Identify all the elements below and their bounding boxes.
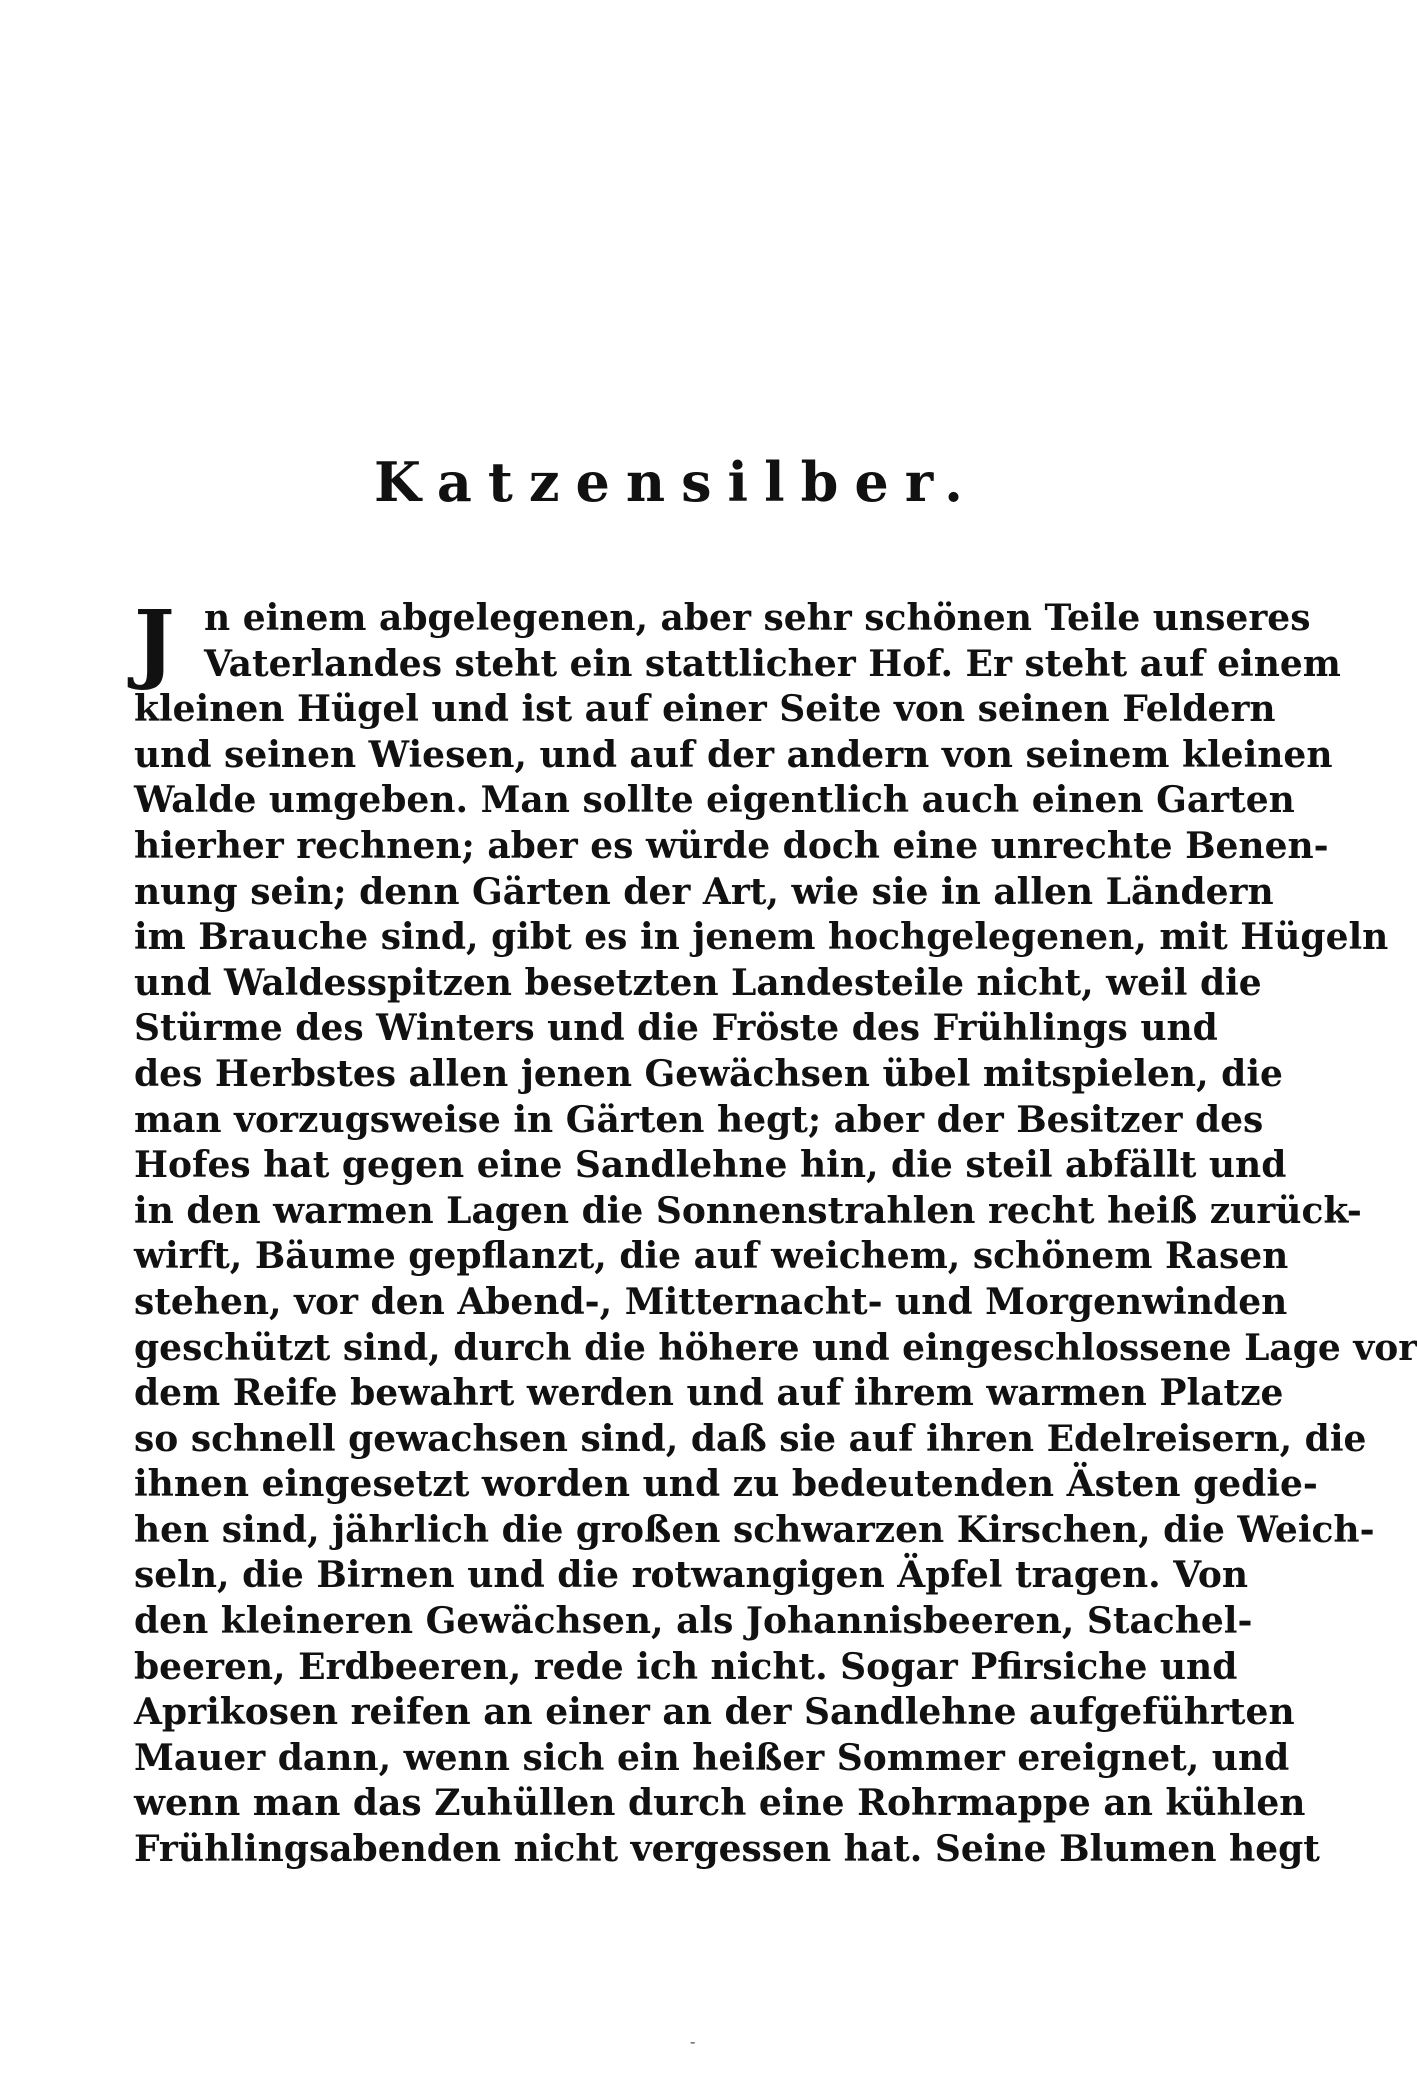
text-line-6: hierher rechnen; aber es würde doch eine unrechte Benen- <box>134 824 1329 867</box>
text-line-28: Frühlingsabenden nicht vergessen hat. Seine Blumen hegt <box>134 1828 1320 1871</box>
text-line-9: und Waldesspitzen besetzten Landesteile nicht, weil die <box>134 961 1262 1004</box>
drop-cap: J <box>134 592 175 693</box>
text-line-3: kleinen Hügel und ist auf einer Seite von seinen Feldern <box>134 688 1276 731</box>
text-line-5: Walde umgeben. Man sollte eigentlich auch einen Garten <box>134 779 1295 822</box>
text-line-13: Hofes hat gegen eine Sandlehne hin, die steil abfällt und <box>134 1144 1287 1187</box>
text-line-8: im Brauche sind, gibt es in jenem hochgelegenen, mit Hügeln <box>134 916 1389 959</box>
text-line-content: n einem abgelegenen, aber sehr schönen Teile unseres <box>204 597 1311 639</box>
body-text <box>134 592 1417 1873</box>
text-line-17: geschützt sind, durch die höhere und eingeschlossene Lage vor <box>134 1326 1417 1369</box>
text-line-22: seln, die Birnen und die rotwangigen Äpfel tragen. Von <box>134 1554 1249 1597</box>
text-line-26: Mauer dann, wenn sich ein heißer Sommer ereignet, und <box>134 1736 1290 1779</box>
text-line-7: nung sein; denn Gärten der Art, wie sie in allen Ländern <box>134 870 1274 913</box>
text-line-2 <box>134 642 1341 688</box>
text-line-19: so schnell gewachsen sind, daß sie auf ihren Edelreisern, die <box>134 1417 1367 1460</box>
text-line-15: wirft, Bäume gepflanzt, die auf weichem, schönem Rasen <box>134 1235 1289 1278</box>
text-line-12: man vorzugsweise in Gärten hegt; aber der Besitzer des <box>134 1098 1264 1141</box>
text-line-18: dem Reife bewahrt werden und auf ihrem warmen Platze <box>134 1372 1284 1415</box>
text-line-24: beeren, Erdbeeren, rede ich nicht. Sogar Pfirsiche und <box>134 1645 1238 1688</box>
text-line-14: in den warmen Lagen die Sonnenstrahlen recht heiß zurück- <box>134 1189 1362 1232</box>
text-line-16: stehen, vor den Abend-, Mitternacht- und Morgenwinden <box>134 1280 1288 1323</box>
text-line-4: und seinen Wiesen, und auf der andern von seinem kleinen <box>134 733 1333 776</box>
text-line-25: Aprikosen reifen an einer an der Sandlehne aufgeführten <box>134 1691 1295 1734</box>
page-footer-mark: - <box>690 2032 696 2051</box>
chapter-title: Katzensilber. <box>374 450 979 514</box>
text-line-11: des Herbstes allen jenen Gewächsen übel mitspielen, die <box>134 1052 1283 1095</box>
text-line-content: Vaterlandes steht ein stattlicher Hof. Er steht auf einem <box>204 642 1341 685</box>
text-line-23: den kleineren Gewächsen, als Johannisbeeren, Stachel- <box>134 1600 1253 1643</box>
text-line-27: wenn man das Zuhüllen durch eine Rohrmappe an kühlen <box>134 1782 1306 1825</box>
text-line-10: Stürme des Winters und die Fröste des Frühlings und <box>134 1007 1218 1050</box>
text-line-20: ihnen eingesetzt worden und zu bedeutenden Ästen gedie- <box>134 1463 1318 1506</box>
text-line-21: hen sind, jährlich die großen schwarzen Kirschen, die Weich- <box>134 1508 1375 1551</box>
